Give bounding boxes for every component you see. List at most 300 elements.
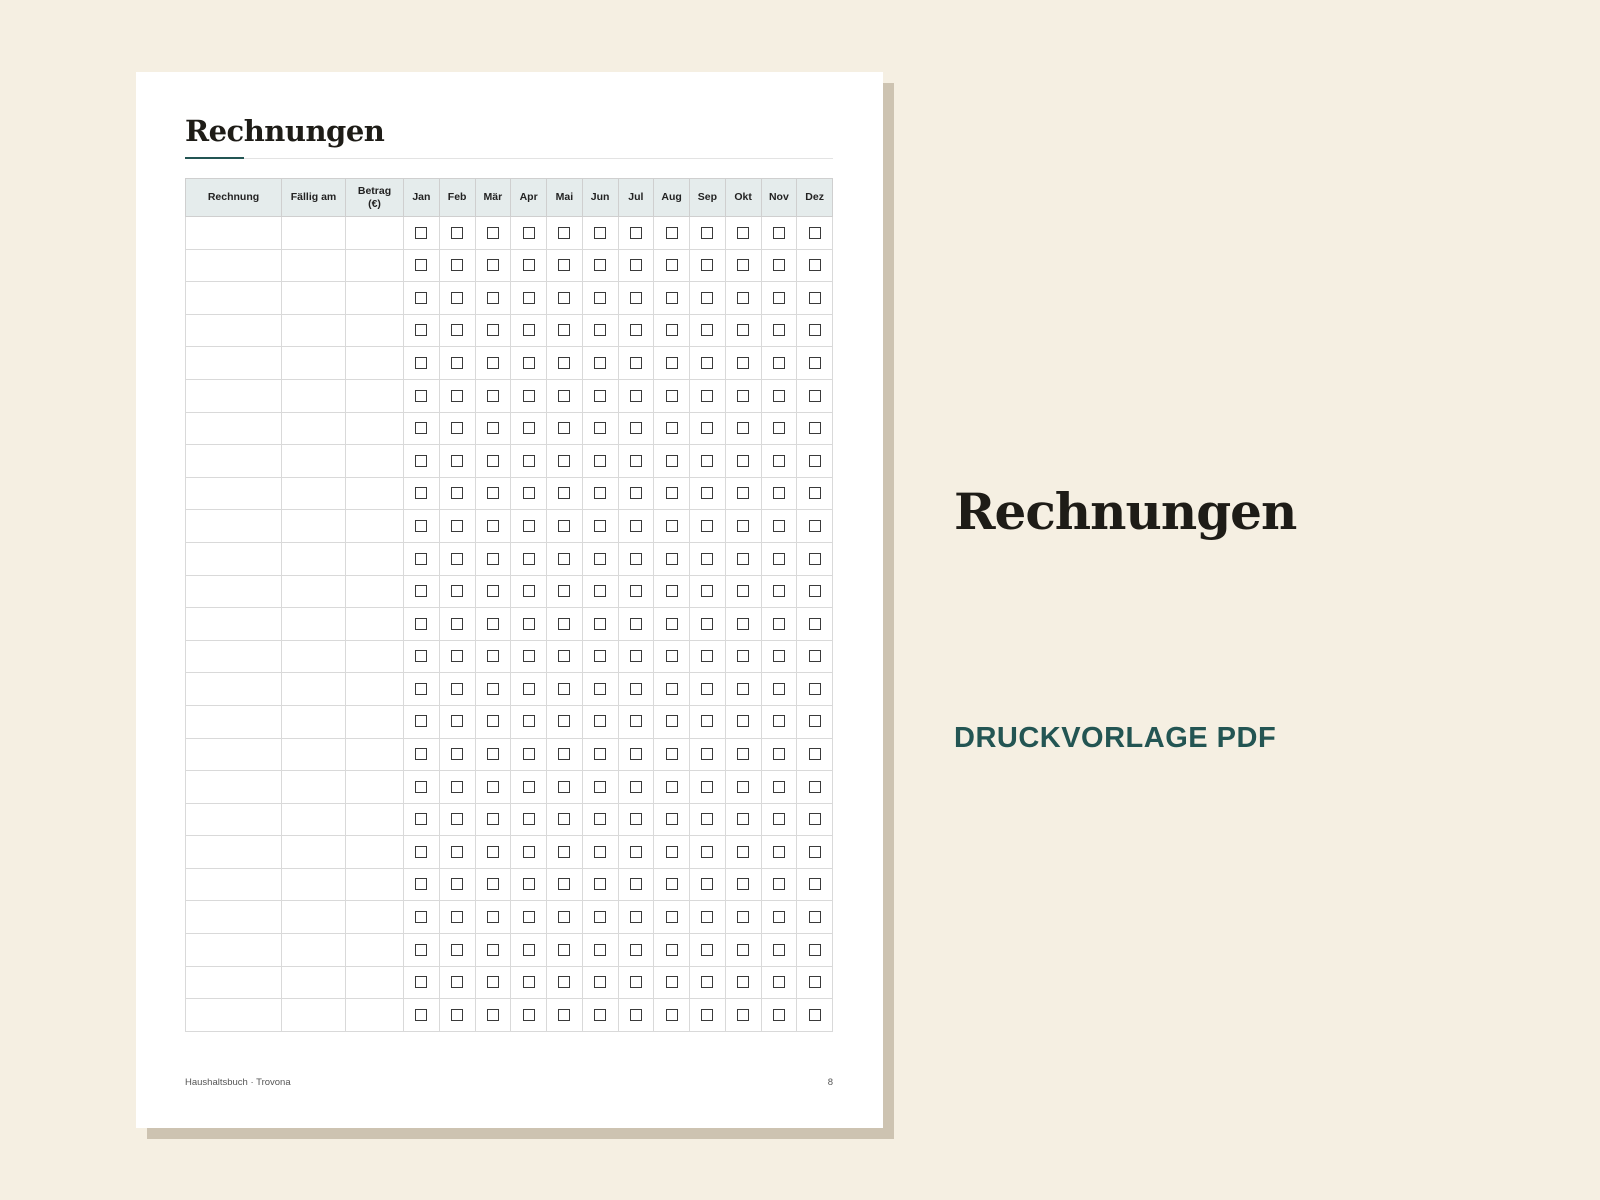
paid-checkbox[interactable]	[773, 715, 785, 727]
paid-checkbox[interactable]	[809, 1009, 821, 1021]
faellig-am-cell[interactable]	[282, 608, 346, 641]
paid-checkbox[interactable]	[558, 650, 570, 662]
paid-checkbox[interactable]	[701, 553, 713, 565]
paid-checkbox[interactable]	[809, 390, 821, 402]
paid-checkbox[interactable]	[594, 715, 606, 727]
paid-checkbox[interactable]	[523, 357, 535, 369]
paid-checkbox[interactable]	[701, 683, 713, 695]
paid-checkbox[interactable]	[701, 715, 713, 727]
paid-checkbox[interactable]	[523, 878, 535, 890]
faellig-am-cell[interactable]	[282, 868, 346, 901]
paid-checkbox[interactable]	[558, 455, 570, 467]
faellig-am-cell[interactable]	[282, 836, 346, 869]
paid-checkbox[interactable]	[558, 781, 570, 793]
paid-checkbox[interactable]	[701, 781, 713, 793]
betrag-cell[interactable]	[346, 575, 404, 608]
paid-checkbox[interactable]	[594, 944, 606, 956]
paid-checkbox[interactable]	[737, 422, 749, 434]
betrag-cell[interactable]	[346, 738, 404, 771]
paid-checkbox[interactable]	[666, 748, 678, 760]
paid-checkbox[interactable]	[558, 585, 570, 597]
rechnung-cell[interactable]	[186, 542, 282, 575]
faellig-am-cell[interactable]	[282, 640, 346, 673]
paid-checkbox[interactable]	[451, 748, 463, 760]
paid-checkbox[interactable]	[701, 976, 713, 988]
faellig-am-cell[interactable]	[282, 738, 346, 771]
paid-checkbox[interactable]	[630, 357, 642, 369]
paid-checkbox[interactable]	[451, 878, 463, 890]
faellig-am-cell[interactable]	[282, 412, 346, 445]
paid-checkbox[interactable]	[594, 585, 606, 597]
paid-checkbox[interactable]	[701, 748, 713, 760]
paid-checkbox[interactable]	[809, 715, 821, 727]
paid-checkbox[interactable]	[558, 1009, 570, 1021]
paid-checkbox[interactable]	[809, 846, 821, 858]
paid-checkbox[interactable]	[451, 846, 463, 858]
paid-checkbox[interactable]	[523, 259, 535, 271]
paid-checkbox[interactable]	[594, 650, 606, 662]
paid-checkbox[interactable]	[523, 520, 535, 532]
paid-checkbox[interactable]	[487, 292, 499, 304]
paid-checkbox[interactable]	[666, 585, 678, 597]
paid-checkbox[interactable]	[630, 976, 642, 988]
paid-checkbox[interactable]	[451, 976, 463, 988]
faellig-am-cell[interactable]	[282, 217, 346, 250]
paid-checkbox[interactable]	[666, 455, 678, 467]
paid-checkbox[interactable]	[594, 976, 606, 988]
rechnung-cell[interactable]	[186, 282, 282, 315]
rechnung-cell[interactable]	[186, 836, 282, 869]
paid-checkbox[interactable]	[630, 553, 642, 565]
paid-checkbox[interactable]	[666, 618, 678, 630]
paid-checkbox[interactable]	[558, 259, 570, 271]
paid-checkbox[interactable]	[594, 748, 606, 760]
paid-checkbox[interactable]	[737, 585, 749, 597]
paid-checkbox[interactable]	[701, 422, 713, 434]
faellig-am-cell[interactable]	[282, 934, 346, 967]
paid-checkbox[interactable]	[558, 618, 570, 630]
paid-checkbox[interactable]	[773, 878, 785, 890]
paid-checkbox[interactable]	[451, 683, 463, 695]
paid-checkbox[interactable]	[451, 650, 463, 662]
paid-checkbox[interactable]	[487, 455, 499, 467]
faellig-am-cell[interactable]	[282, 477, 346, 510]
paid-checkbox[interactable]	[523, 618, 535, 630]
paid-checkbox[interactable]	[809, 781, 821, 793]
paid-checkbox[interactable]	[701, 944, 713, 956]
betrag-cell[interactable]	[346, 934, 404, 967]
paid-checkbox[interactable]	[523, 553, 535, 565]
paid-checkbox[interactable]	[415, 1009, 427, 1021]
paid-checkbox[interactable]	[630, 324, 642, 336]
paid-checkbox[interactable]	[558, 390, 570, 402]
rechnung-cell[interactable]	[186, 314, 282, 347]
paid-checkbox[interactable]	[773, 422, 785, 434]
betrag-cell[interactable]	[346, 477, 404, 510]
faellig-am-cell[interactable]	[282, 999, 346, 1032]
paid-checkbox[interactable]	[701, 813, 713, 825]
paid-checkbox[interactable]	[666, 520, 678, 532]
rechnung-cell[interactable]	[186, 999, 282, 1032]
betrag-cell[interactable]	[346, 249, 404, 282]
paid-checkbox[interactable]	[487, 944, 499, 956]
paid-checkbox[interactable]	[630, 422, 642, 434]
paid-checkbox[interactable]	[630, 911, 642, 923]
paid-checkbox[interactable]	[737, 520, 749, 532]
paid-checkbox[interactable]	[523, 650, 535, 662]
paid-checkbox[interactable]	[451, 553, 463, 565]
paid-checkbox[interactable]	[487, 553, 499, 565]
paid-checkbox[interactable]	[523, 846, 535, 858]
paid-checkbox[interactable]	[630, 520, 642, 532]
paid-checkbox[interactable]	[558, 813, 570, 825]
paid-checkbox[interactable]	[558, 911, 570, 923]
paid-checkbox[interactable]	[594, 1009, 606, 1021]
betrag-cell[interactable]	[346, 542, 404, 575]
paid-checkbox[interactable]	[701, 455, 713, 467]
paid-checkbox[interactable]	[487, 1009, 499, 1021]
paid-checkbox[interactable]	[701, 487, 713, 499]
paid-checkbox[interactable]	[415, 553, 427, 565]
paid-checkbox[interactable]	[451, 585, 463, 597]
rechnung-cell[interactable]	[186, 738, 282, 771]
betrag-cell[interactable]	[346, 379, 404, 412]
paid-checkbox[interactable]	[666, 944, 678, 956]
paid-checkbox[interactable]	[666, 357, 678, 369]
paid-checkbox[interactable]	[487, 520, 499, 532]
faellig-am-cell[interactable]	[282, 379, 346, 412]
paid-checkbox[interactable]	[737, 487, 749, 499]
paid-checkbox[interactable]	[701, 357, 713, 369]
faellig-am-cell[interactable]	[282, 901, 346, 934]
paid-checkbox[interactable]	[487, 585, 499, 597]
paid-checkbox[interactable]	[809, 357, 821, 369]
paid-checkbox[interactable]	[630, 846, 642, 858]
paid-checkbox[interactable]	[701, 390, 713, 402]
paid-checkbox[interactable]	[809, 683, 821, 695]
paid-checkbox[interactable]	[415, 357, 427, 369]
paid-checkbox[interactable]	[809, 422, 821, 434]
betrag-cell[interactable]	[346, 510, 404, 543]
paid-checkbox[interactable]	[737, 455, 749, 467]
paid-checkbox[interactable]	[737, 357, 749, 369]
paid-checkbox[interactable]	[666, 324, 678, 336]
paid-checkbox[interactable]	[558, 357, 570, 369]
paid-checkbox[interactable]	[666, 878, 678, 890]
paid-checkbox[interactable]	[451, 715, 463, 727]
paid-checkbox[interactable]	[487, 911, 499, 923]
faellig-am-cell[interactable]	[282, 282, 346, 315]
paid-checkbox[interactable]	[773, 911, 785, 923]
paid-checkbox[interactable]	[523, 227, 535, 239]
rechnung-cell[interactable]	[186, 673, 282, 706]
paid-checkbox[interactable]	[737, 846, 749, 858]
paid-checkbox[interactable]	[666, 781, 678, 793]
paid-checkbox[interactable]	[666, 422, 678, 434]
betrag-cell[interactable]	[346, 608, 404, 641]
betrag-cell[interactable]	[346, 836, 404, 869]
paid-checkbox[interactable]	[415, 585, 427, 597]
paid-checkbox[interactable]	[809, 553, 821, 565]
paid-checkbox[interactable]	[737, 683, 749, 695]
paid-checkbox[interactable]	[809, 455, 821, 467]
paid-checkbox[interactable]	[737, 1009, 749, 1021]
paid-checkbox[interactable]	[487, 650, 499, 662]
paid-checkbox[interactable]	[558, 715, 570, 727]
paid-checkbox[interactable]	[737, 227, 749, 239]
paid-checkbox[interactable]	[701, 846, 713, 858]
paid-checkbox[interactable]	[523, 976, 535, 988]
rechnung-cell[interactable]	[186, 771, 282, 804]
paid-checkbox[interactable]	[523, 1009, 535, 1021]
paid-checkbox[interactable]	[594, 422, 606, 434]
paid-checkbox[interactable]	[594, 487, 606, 499]
paid-checkbox[interactable]	[773, 585, 785, 597]
paid-checkbox[interactable]	[594, 455, 606, 467]
paid-checkbox[interactable]	[809, 259, 821, 271]
paid-checkbox[interactable]	[737, 553, 749, 565]
paid-checkbox[interactable]	[666, 683, 678, 695]
paid-checkbox[interactable]	[558, 878, 570, 890]
paid-checkbox[interactable]	[451, 487, 463, 499]
paid-checkbox[interactable]	[594, 618, 606, 630]
paid-checkbox[interactable]	[487, 878, 499, 890]
paid-checkbox[interactable]	[701, 1009, 713, 1021]
paid-checkbox[interactable]	[558, 748, 570, 760]
paid-checkbox[interactable]	[809, 487, 821, 499]
faellig-am-cell[interactable]	[282, 542, 346, 575]
faellig-am-cell[interactable]	[282, 314, 346, 347]
paid-checkbox[interactable]	[773, 650, 785, 662]
betrag-cell[interactable]	[346, 901, 404, 934]
paid-checkbox[interactable]	[630, 455, 642, 467]
paid-checkbox[interactable]	[415, 227, 427, 239]
paid-checkbox[interactable]	[809, 911, 821, 923]
rechnung-cell[interactable]	[186, 901, 282, 934]
paid-checkbox[interactable]	[666, 911, 678, 923]
rechnung-cell[interactable]	[186, 966, 282, 999]
paid-checkbox[interactable]	[487, 357, 499, 369]
betrag-cell[interactable]	[346, 999, 404, 1032]
paid-checkbox[interactable]	[630, 781, 642, 793]
betrag-cell[interactable]	[346, 868, 404, 901]
paid-checkbox[interactable]	[701, 292, 713, 304]
paid-checkbox[interactable]	[773, 813, 785, 825]
paid-checkbox[interactable]	[666, 846, 678, 858]
paid-checkbox[interactable]	[737, 259, 749, 271]
paid-checkbox[interactable]	[451, 781, 463, 793]
paid-checkbox[interactable]	[594, 846, 606, 858]
paid-checkbox[interactable]	[451, 1009, 463, 1021]
paid-checkbox[interactable]	[451, 259, 463, 271]
paid-checkbox[interactable]	[630, 585, 642, 597]
paid-checkbox[interactable]	[523, 455, 535, 467]
paid-checkbox[interactable]	[737, 292, 749, 304]
paid-checkbox[interactable]	[487, 813, 499, 825]
paid-checkbox[interactable]	[701, 911, 713, 923]
paid-checkbox[interactable]	[558, 422, 570, 434]
paid-checkbox[interactable]	[523, 585, 535, 597]
faellig-am-cell[interactable]	[282, 771, 346, 804]
paid-checkbox[interactable]	[773, 390, 785, 402]
paid-checkbox[interactable]	[558, 227, 570, 239]
betrag-cell[interactable]	[346, 445, 404, 478]
paid-checkbox[interactable]	[666, 650, 678, 662]
betrag-cell[interactable]	[346, 347, 404, 380]
paid-checkbox[interactable]	[809, 292, 821, 304]
paid-checkbox[interactable]	[451, 422, 463, 434]
betrag-cell[interactable]	[346, 803, 404, 836]
paid-checkbox[interactable]	[666, 259, 678, 271]
paid-checkbox[interactable]	[451, 520, 463, 532]
paid-checkbox[interactable]	[666, 553, 678, 565]
betrag-cell[interactable]	[346, 640, 404, 673]
rechnung-cell[interactable]	[186, 477, 282, 510]
paid-checkbox[interactable]	[558, 520, 570, 532]
paid-checkbox[interactable]	[630, 683, 642, 695]
paid-checkbox[interactable]	[773, 455, 785, 467]
paid-checkbox[interactable]	[558, 553, 570, 565]
paid-checkbox[interactable]	[594, 813, 606, 825]
paid-checkbox[interactable]	[594, 227, 606, 239]
paid-checkbox[interactable]	[415, 422, 427, 434]
faellig-am-cell[interactable]	[282, 445, 346, 478]
paid-checkbox[interactable]	[773, 520, 785, 532]
paid-checkbox[interactable]	[773, 553, 785, 565]
paid-checkbox[interactable]	[701, 878, 713, 890]
paid-checkbox[interactable]	[487, 227, 499, 239]
rechnung-cell[interactable]	[186, 412, 282, 445]
paid-checkbox[interactable]	[666, 487, 678, 499]
paid-checkbox[interactable]	[666, 1009, 678, 1021]
rechnung-cell[interactable]	[186, 347, 282, 380]
paid-checkbox[interactable]	[630, 878, 642, 890]
paid-checkbox[interactable]	[701, 650, 713, 662]
paid-checkbox[interactable]	[487, 390, 499, 402]
paid-checkbox[interactable]	[415, 944, 427, 956]
paid-checkbox[interactable]	[701, 259, 713, 271]
paid-checkbox[interactable]	[451, 324, 463, 336]
faellig-am-cell[interactable]	[282, 347, 346, 380]
faellig-am-cell[interactable]	[282, 673, 346, 706]
paid-checkbox[interactable]	[630, 1009, 642, 1021]
rechnung-cell[interactable]	[186, 510, 282, 543]
paid-checkbox[interactable]	[415, 976, 427, 988]
paid-checkbox[interactable]	[558, 846, 570, 858]
paid-checkbox[interactable]	[701, 324, 713, 336]
paid-checkbox[interactable]	[630, 487, 642, 499]
paid-checkbox[interactable]	[558, 324, 570, 336]
faellig-am-cell[interactable]	[282, 510, 346, 543]
paid-checkbox[interactable]	[451, 618, 463, 630]
rechnung-cell[interactable]	[186, 575, 282, 608]
paid-checkbox[interactable]	[523, 292, 535, 304]
paid-checkbox[interactable]	[415, 878, 427, 890]
paid-checkbox[interactable]	[415, 259, 427, 271]
paid-checkbox[interactable]	[523, 715, 535, 727]
paid-checkbox[interactable]	[523, 683, 535, 695]
paid-checkbox[interactable]	[809, 585, 821, 597]
paid-checkbox[interactable]	[451, 357, 463, 369]
paid-checkbox[interactable]	[666, 292, 678, 304]
paid-checkbox[interactable]	[415, 715, 427, 727]
paid-checkbox[interactable]	[630, 650, 642, 662]
paid-checkbox[interactable]	[773, 748, 785, 760]
rechnung-cell[interactable]	[186, 934, 282, 967]
rechnung-cell[interactable]	[186, 868, 282, 901]
paid-checkbox[interactable]	[773, 618, 785, 630]
paid-checkbox[interactable]	[773, 324, 785, 336]
paid-checkbox[interactable]	[415, 748, 427, 760]
paid-checkbox[interactable]	[594, 781, 606, 793]
paid-checkbox[interactable]	[809, 227, 821, 239]
faellig-am-cell[interactable]	[282, 803, 346, 836]
betrag-cell[interactable]	[346, 282, 404, 315]
paid-checkbox[interactable]	[809, 324, 821, 336]
paid-checkbox[interactable]	[451, 292, 463, 304]
paid-checkbox[interactable]	[630, 618, 642, 630]
betrag-cell[interactable]	[346, 217, 404, 250]
rechnung-cell[interactable]	[186, 640, 282, 673]
paid-checkbox[interactable]	[523, 422, 535, 434]
paid-checkbox[interactable]	[737, 650, 749, 662]
paid-checkbox[interactable]	[594, 390, 606, 402]
betrag-cell[interactable]	[346, 966, 404, 999]
paid-checkbox[interactable]	[451, 944, 463, 956]
paid-checkbox[interactable]	[487, 259, 499, 271]
paid-checkbox[interactable]	[809, 618, 821, 630]
rechnung-cell[interactable]	[186, 803, 282, 836]
paid-checkbox[interactable]	[630, 390, 642, 402]
paid-checkbox[interactable]	[701, 227, 713, 239]
paid-checkbox[interactable]	[415, 781, 427, 793]
faellig-am-cell[interactable]	[282, 249, 346, 282]
betrag-cell[interactable]	[346, 673, 404, 706]
paid-checkbox[interactable]	[487, 748, 499, 760]
paid-checkbox[interactable]	[558, 944, 570, 956]
paid-checkbox[interactable]	[773, 487, 785, 499]
paid-checkbox[interactable]	[737, 390, 749, 402]
paid-checkbox[interactable]	[701, 520, 713, 532]
paid-checkbox[interactable]	[451, 911, 463, 923]
rechnung-cell[interactable]	[186, 445, 282, 478]
paid-checkbox[interactable]	[523, 813, 535, 825]
paid-checkbox[interactable]	[487, 618, 499, 630]
paid-checkbox[interactable]	[415, 292, 427, 304]
paid-checkbox[interactable]	[451, 390, 463, 402]
paid-checkbox[interactable]	[594, 259, 606, 271]
paid-checkbox[interactable]	[558, 683, 570, 695]
paid-checkbox[interactable]	[487, 324, 499, 336]
paid-checkbox[interactable]	[487, 846, 499, 858]
paid-checkbox[interactable]	[773, 846, 785, 858]
paid-checkbox[interactable]	[773, 683, 785, 695]
paid-checkbox[interactable]	[415, 683, 427, 695]
paid-checkbox[interactable]	[773, 227, 785, 239]
rechnung-cell[interactable]	[186, 217, 282, 250]
paid-checkbox[interactable]	[773, 259, 785, 271]
paid-checkbox[interactable]	[594, 292, 606, 304]
betrag-cell[interactable]	[346, 705, 404, 738]
paid-checkbox[interactable]	[487, 487, 499, 499]
paid-checkbox[interactable]	[594, 357, 606, 369]
paid-checkbox[interactable]	[415, 813, 427, 825]
paid-checkbox[interactable]	[666, 390, 678, 402]
paid-checkbox[interactable]	[737, 911, 749, 923]
paid-checkbox[interactable]	[630, 944, 642, 956]
paid-checkbox[interactable]	[523, 748, 535, 760]
paid-checkbox[interactable]	[701, 618, 713, 630]
